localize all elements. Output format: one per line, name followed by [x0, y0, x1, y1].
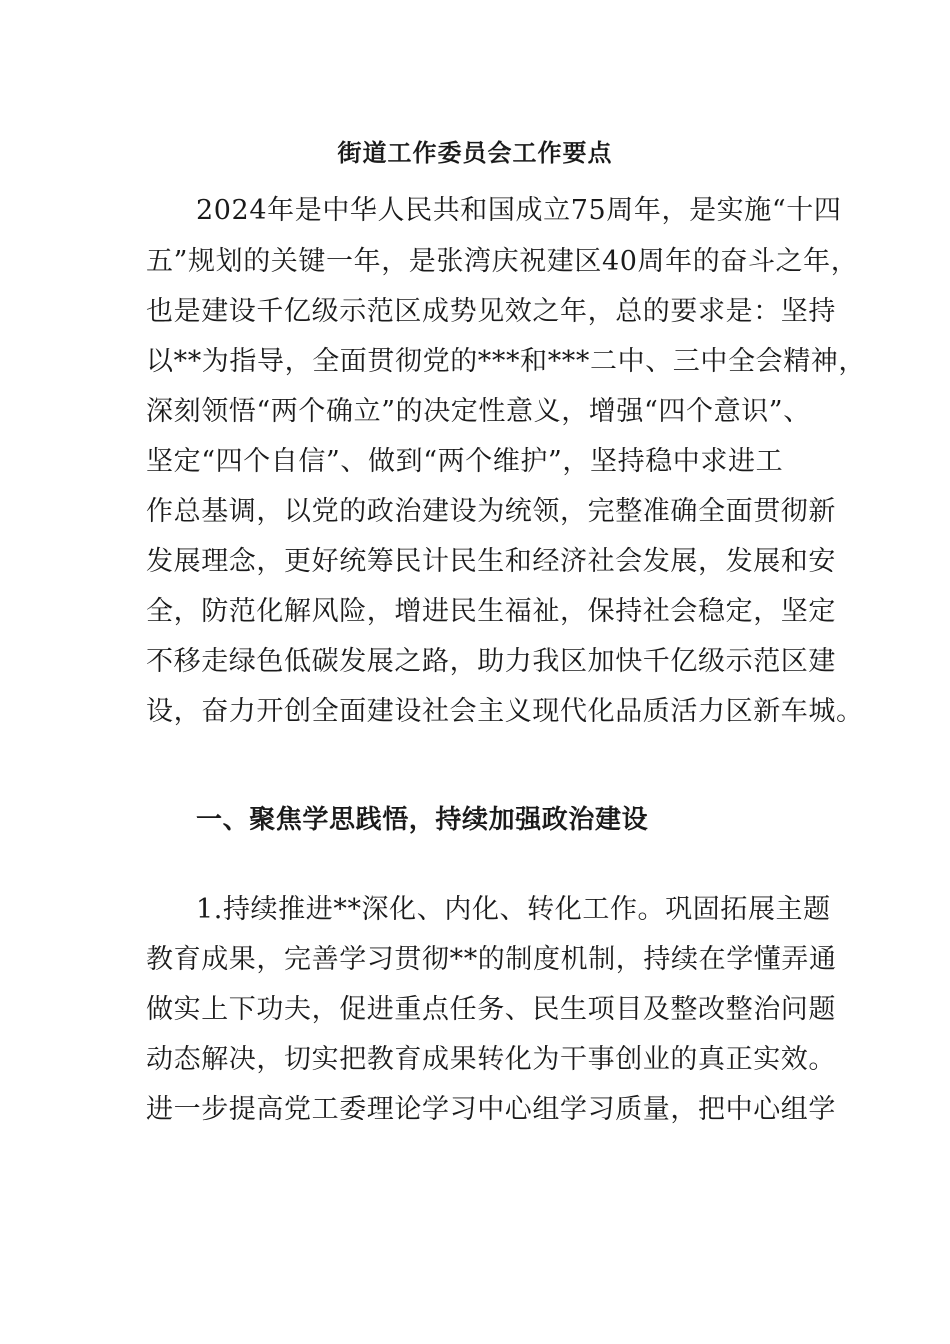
- item-line: 做实上下功夫，促进重点任务、民生项目及整改整治问题: [146, 994, 836, 1025]
- intro-line: 五”规划的关键一年，是张湾庆祝建区40周年的奋斗之年，: [146, 246, 859, 277]
- intro-line: 也是建设千亿级示范区成势见效之年，总的要求是：坚持: [146, 296, 836, 327]
- intro-line: 全，防范化解风险，增进民生福祉，保持社会稳定，坚定: [146, 596, 836, 627]
- intro-line: 2024年是中华人民共和国成立75周年，是实施“十四: [196, 195, 842, 226]
- item-line: 动态解决，切实把教育成果转化为干事创业的真正实效。: [146, 1044, 836, 1075]
- item-line: 教育成果，完善学习贯彻**的制度机制，持续在学懂弄通: [146, 944, 837, 975]
- intro-line: 设，奋力开创全面建设社会主义现代化品质活力区新车城。: [146, 696, 864, 727]
- intro-line: 坚定“四个自信”、做到“两个维护”，坚持稳中求进工: [146, 446, 784, 477]
- intro-line: 发展理念，更好统筹民计民生和经济社会发展，发展和安: [146, 546, 836, 577]
- section-heading: 一、聚焦学思践悟，持续加强政治建设: [196, 805, 649, 835]
- intro-line: 作总基调，以党的政治建设为统领，完整准确全面贯彻新: [146, 496, 836, 527]
- intro-line: 不移走绿色低碳发展之路，助力我区加快千亿级示范区建: [146, 646, 836, 677]
- intro-line: 以**为指导，全面贯彻党的***和***二中、三中全会精神，: [146, 346, 866, 377]
- item-line: 进一步提高党工委理论学习中心组学习质量，把中心组学: [146, 1094, 836, 1125]
- intro-line: 深刻领悟“两个确立”的决定性意义，增强“四个意识”、: [146, 396, 811, 427]
- item-line: 1.持续推进**深化、内化、转化工作。巩固拓展主题: [196, 894, 831, 925]
- document-title: 街道工作委员会工作要点: [337, 138, 613, 167]
